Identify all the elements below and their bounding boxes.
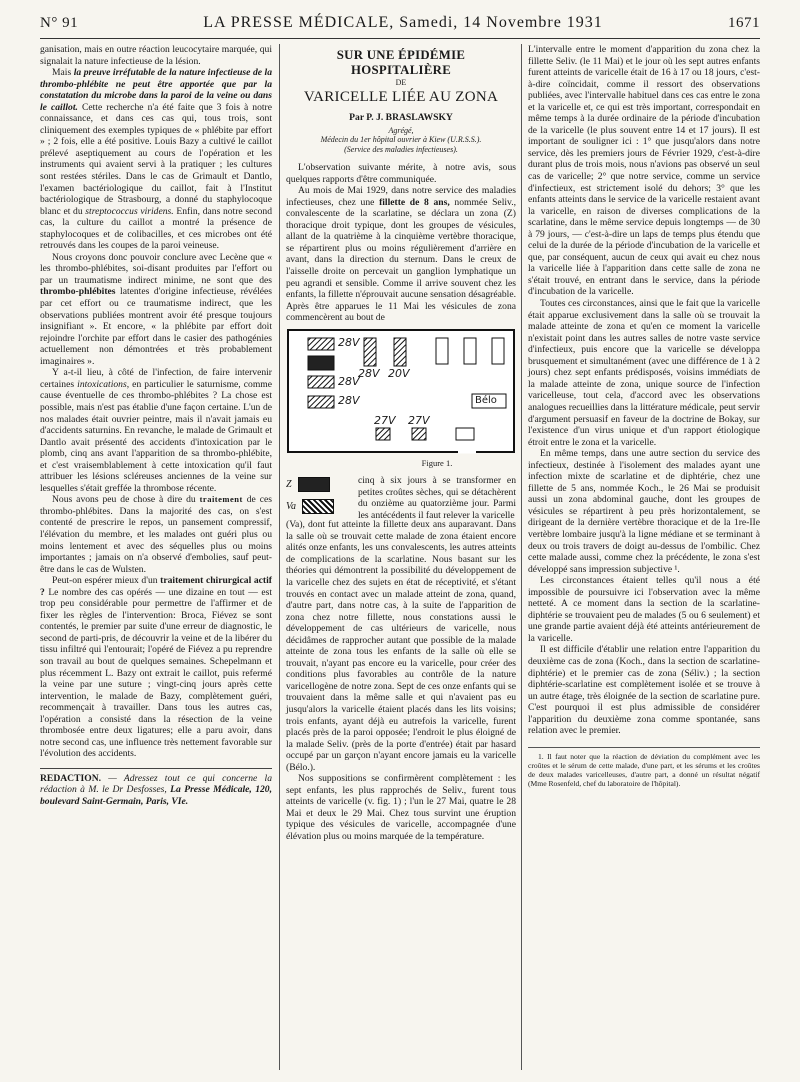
varicelle-swatch-icon bbox=[302, 499, 334, 514]
figure-1-ward-plan bbox=[286, 328, 516, 468]
paragraph: Nos suppositions se confirmèrent complètement : les sept enfants, les plus rapprochés de Seliv., furent tous atteints de varicelle (v. fig. 1) ; l'un le 27 Mai, quatre le 28 Mai et deux le 29 Mai. Chez tous survint une éruption typique des vésicules de varicelle, accompagnée d'une élévation plus ou moins marquée de la température. bbox=[286, 773, 516, 843]
article-title: SUR UNE ÉPIDÉMIE HOSPITALIÈRE bbox=[336, 48, 466, 77]
figure-legend-row bbox=[286, 457, 516, 522]
paragraph: Les circonstances étaient telles qu'il nous a été impossible de poursuivre ici l'observation avec la même netteté. A ce moment dans la section de la scarlatine-diphtérie se trouvaient peu de malades (5 ou 6 seulement) et une grande partie avaient déjà été atteints antérieurement de la varicelle. bbox=[528, 575, 760, 644]
issue-number: N° 91 bbox=[40, 15, 79, 31]
paragraph: Nous avons peu de chose à dire du traitement de ces thrombo-phlébites. Dans la majorité des cas, on s'est contenté de prescrire le repos, un pansement compressif, l'élévation du membre, et les malades ont guéri plus ou moins lentement et avec des séquelles plus ou moins importantes ; jamais on n'a observé d'embolies, sauf peut-être dans le cas de Wulsten. bbox=[40, 494, 272, 575]
zona-swatch-icon bbox=[298, 477, 330, 492]
figure-caption: Figure 1. bbox=[421, 457, 453, 468]
column-divider-1 bbox=[279, 44, 280, 1070]
figure-legend: Z Va bbox=[286, 474, 358, 522]
author-affiliation: Agrégé, Médecin du 1er hôpital ouvrier à Kiew (U.R.S.S.). (Service des maladies infectieuses). bbox=[320, 125, 482, 154]
header-rule bbox=[40, 38, 760, 39]
paragraph: Y a-t-il lieu, à côté de l'infection, de faire intervenir certaines intoxications, en particulier le saturnisme, comme cause éventuelle de ces thrombo-phlébites ? La chose est possible, mais n'est pas établie d'une façon certaine. L'un de nos malades était ouvrier peintre, mais il n'avait jamais eu d'accidents saturnins. En revanche, le malade de Grimault et Dantlo avait présenté des accidents d'intoxication par le plomb, cinq ans avant l'apparition de sa thrombo-phlébite, et c'est vraisemblablement à cette intoxication qu'il faut attribuer les lésions scléreuses anciennes de la veine sur lesquelles s'était greffée la thrombose récente. bbox=[40, 367, 272, 494]
paragraph: Toutes ces circonstances, ainsi que le fait que la varicelle était apparue exclusivement dans la salle où se trouvait la malade atteinte de zona et qu'en ce moment la varicelle n'existait point dans les autres salles de notre vaste service d'infectieux, puis encore que la varicelle se développa brusquement et simultanément (avec une différence de 1 à 2 jours) chez sept enfants prédisposés, voisins immédiats de la malade atteinte de zona, unique source de l'infection varicelleuse, tout cela, d'accord avec les observations analogues recueillies dans la littérature médicale, peut servir d'argument persuasif en faveur de la doctrine de Bokay, sur l'existence d'un virus unique et d'un rapport étiologique étroit entre le zona et la varicelle. bbox=[528, 298, 760, 448]
paragraph: L'observation suivante mérite, à notre avis, sous quelques rapports d'être communiquée. bbox=[286, 162, 516, 185]
paragraph: Au mois de Mai 1929, dans notre service des maladies infectieuses, chez une fillette de 8 ans, nommée Seliv., convalescente de la scarlatine, se déclara un zona (Z) thoracique droit typique, dont les groupes de vésicules, allant de la quatrième à la cinquième vertèbre thoracique, se répartirent plus ou moins régulièrement d'arrière en avant, dans la direction du sternum. Dans le creux de l'aisselle droite on percevait un ganglion lymphatique un peu agrandi et sensible. Comme il arrive souvent chez les enfants, la fillette n'éprouvait aucune sensation désagréable. Après être apparues le 11 Mai les vésicules de zona commencèrent au bout de bbox=[286, 185, 516, 324]
paragraph: Mais la preuve irréfutable de la nature infectieuse de la thrombo-phlébite ne peut être apportée que par la constatation du microbe dans la paroi de la veine ou dans le caillot. Cette recherche n'a été faite que 3 fois à notre connaissance, et dans ces cas qui, tous trois, sont cliniquement des exemples typiques de « phlébite par effort » ; 2 fois, elle a été positive. Louis Bazy a cultivé le caillot prélevé aseptiquement au cours de l'opération et les instruments qui avaient servi à la pratiquer ; les cultures sont restées stériles. Dans le cas de Grimault et Dantlo, l'examen bactériologique du caillot, fait à l'Institut bactériologique de Strasbourg, a donné du staphylocoque blanc et du streptococcus viridens. Enfin, dans notre second cas, la culture du caillot a montré la présence de staphylocoques et de colibacilles, et ces microbes ont été retrouvés dans les coupes de la paroi veineuse. bbox=[40, 67, 273, 252]
bed-label: 28V bbox=[338, 393, 360, 407]
footnote: 1. Il faut noter que la réaction de déviation du complément avec les croûtes et le sérum de cette malade, d'une part, et les sérums et les croûtes de deux malades varicelleuses, d'autre part, a donné un résultat négatif (Mme Rosenfeld, chef du laboratoire de l'hôpital). bbox=[528, 747, 760, 788]
paragraph: Il est difficile d'établir une relation entre l'apparition du deuxième cas de zona (Koch., dans la section de scarlatine-diphtérie) et le premier cas de zona (Séliv.) ; la section diphtérie-scarlatine est complètement isolée et se trouve à un autre étage, très éloignée de la section de scarlatine pure. C'est pourquoi il est plus admissible de considérer l'apparition du deuxième zona comme spontanée, sans relation avec le premier. bbox=[528, 644, 760, 737]
paragraph: L'intervalle entre le moment d'apparition du zona chez la fillette Seliv. (le 11 Mai) et le jour où les sept autres enfants furent atteints de varicelle était de 16 à 17 ou 18 jours, c'est-à-dire coïncidait, comme il ressort des observations publiées, avec l'intervalle habituel dans ces cas entre le zona et la varicelle et, ce qui est très important, correspondait en même temps à la durée ordinaire de la période d'incubation de la varicelle (le plus souvent entre 14 et 17 jours). Il est important de souligner ici : 1° que jusqu'alors dans notre service, dès les premiers jours de Février 1929, c'est-à-dire durant plus de trois mois, nous n'avions pas observé un seul cas de varicelle; 2° que notre service, comme un service d'infectieux, est strictement isolé du dehors; 3° que les enfants atteints dans le service de la varicelle restaient avant la varicelle, en raison de diverses complications de la scarlatine, dans le même service depuis longtemps — de 30 à 79 jours, — c'est-à-dire un laps de temps plus étendu que celui de la durée de la période d'incubation de la varicelle et que, par conséquent, aucun de ceux qui avait eu chez nous la varicelle liée à l'apparition dans cette salle de zona ne s'était trouvé, en entrant dans le service, dans la période d'incubation de la varicelle. bbox=[528, 44, 760, 298]
paragraph: ganisation, mais en outre réaction leucocytaire marquée, qui signalait la nature infectieuse de la lésion. bbox=[40, 44, 272, 67]
bed-label: 27V bbox=[408, 413, 430, 427]
article-title-2: VARICELLE LIÉE AU ZONA bbox=[303, 89, 499, 105]
bed-label: 28V bbox=[338, 374, 360, 388]
paragraph: Peut-on espérer mieux d'un traitement chirurgical actif ? Le nombre des cas opérés — une dizaine en tout — est trop peu considérable pour permettre de l'affirmer et de fixer les règles de l'intervention: Broca, Fiévez se sont contentés, le premier par suite d'une erreur de diagnostic, le second de parti-pris, de découvrir la veine et de la libérer du tissu infiltré qui l'entourait; l'opéré de Fiévez a pu reprendre son travail au bout de quelques semaines. Schepelmann et plus récemment L. Bazy ont extrait le caillot, puis refermé la veine par une suture ; vingt-cinq jours après cette intervention, le malade de Bazy, complètement guéri, recommençait à travailler. Dans tous les autres cas, l'opération a consisté dans la résection de la veine thrombosée entre deux ligatures; elle a paru avoir, dans notre second cas, une influence très nettement favorable sur l'évolution des accidents. bbox=[40, 575, 272, 760]
redaction-notice: REDACTION. — Adressez tout ce qui concerne la rédaction à M. le Dr Desfosses, La Presse Médicale, 120, boulevard Saint-Germain, Paris, VIe. bbox=[40, 768, 272, 808]
bed-label: 20V bbox=[388, 366, 410, 380]
paragraph: Nous croyons donc pouvoir conclure avec Lecène que « les thrombo-phlébites, soi-disant produites par l'effort ou par un traumatisme indirect minime, ne sont que des thrombo-phlébites latentes d'origine infectieuse, révélées par cet effort ou ce traumatisme indirect, que les observations publiées montrent avoir été presque toujours insignifiant ». Et encore, « la phlébite par effort doit rejoindre l'orchite par effort dans le casier des pathogénies actuellement non démontrées et très probablement imaginaires ». bbox=[40, 251, 272, 367]
paragraph-continued: (Va), dont fut atteinte la fillette deux ans auparavant. Dans la salle où se trouvait cette malade de zona étaient encore alités onze enfants, les uns convalescents, les autres atteints de complications de la scarlatine. Nous basant sur les théories qui démontrent la possibilité du développement de la varicelle chez des sujets en état de réceptivité, et s'étant trouvés en contact avec un malade atteint de zona, quand, d'autre part, dans notre cas, à la suite de l'apparition de zona chez notre fillette, nous constations aussi le développement de cas ultérieurs de varicelle, nous décidâmes de rapprocher autant que possible de la malade atteinte de zona tous les enfants de la salle où elle se trouvait, n'ayant pas encore eu la varicelle, pour créer des conditions plus favorables au contrôle de la nature varicellogène de notre zona. Sept de ces onze enfants qui se trouvaient dans la même salle et qui n'avaient pas eu jusqu'alors la varicelle étaient placés dans les lits voisins; trois enfants, ayant déjà eu autrefois la varicelle, furent placés près de la paroi opposée; l'endroit le plus éloigné de la malade Seliv. (près de la porte d'entrée) était par hasard occupé par un garçon n'ayant encore jamais eu la varicelle (Bélo.). bbox=[286, 519, 516, 773]
column-3 bbox=[528, 44, 760, 788]
journal-title: LA PRESSE MÉDICALE, Samedi, 14 Novembre 1931 bbox=[203, 14, 603, 31]
bed-label: 28V bbox=[338, 335, 360, 349]
column-divider-2 bbox=[521, 44, 522, 1070]
page-number: 1671 bbox=[727, 15, 760, 31]
page-header bbox=[40, 14, 760, 36]
paragraph: cinq à six jours à se transformer en petites croûtes sèches, qui se détachèrent du onzième au quatorzième jour. Parmi les antécédents il faut relever la varicelle bbox=[358, 475, 516, 521]
paragraph: En même temps, dans une autre section du service des infectieux, destinée à l'isolement des malades ayant une infection mixte de scarlatine et de diphtérie, chez une fillette de 5 ans, nommée Koch., le 26 Mai se produisit aussi un zona abdominal gauche, dont les groupes de vésicules se répartirent à peu près horizontalement, se dirigeant de la dernière vertèbre thoracique et de la 1re-IIe vertèbre lombaire jusqu'à la ligne médiane et se terminant à deux ou trois travers de doigt au-dessus de l'ombilic. Chez cette malade aussi, comme chez la précédente, le zona s'est développé sans impression subjective ¹. bbox=[528, 448, 760, 575]
bed-label: 27V bbox=[374, 413, 396, 427]
author-byline: Par P. J. BRASLAWSKY bbox=[349, 112, 453, 123]
article-title-de: DE bbox=[395, 78, 407, 87]
bed-label: 28V bbox=[358, 366, 380, 380]
bed-label-belo: Bélo bbox=[475, 394, 497, 406]
column-2 bbox=[286, 44, 516, 843]
column-1 bbox=[40, 44, 272, 807]
